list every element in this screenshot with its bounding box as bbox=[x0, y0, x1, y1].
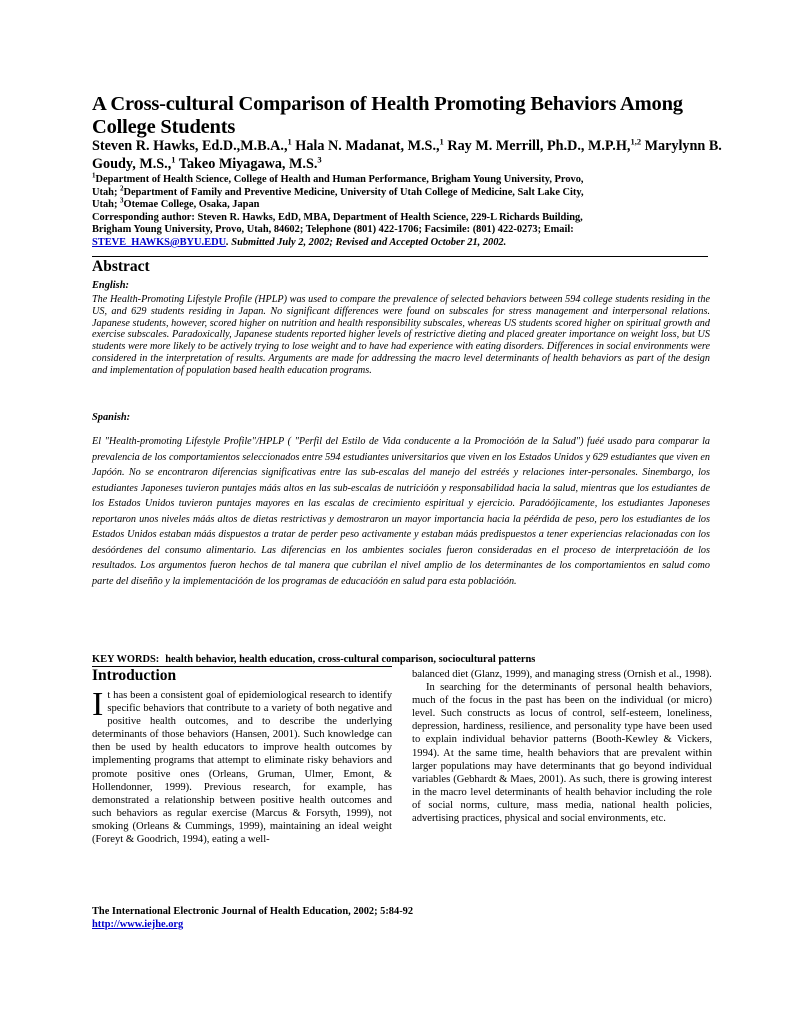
author-madanat: Hala N. Madanat, M.S., bbox=[291, 138, 440, 154]
submission-dates: . Submitted July 2, 2002; Revised and Accepted October 21, 2002. bbox=[226, 236, 507, 248]
abstract-heading: Abstract bbox=[92, 258, 150, 275]
affiliation-marker: 1 bbox=[287, 136, 292, 147]
journal-url-link[interactable]: http://www.iejhe.org bbox=[92, 918, 184, 930]
affiliation-marker: 3 bbox=[317, 153, 322, 164]
intro-left-column bbox=[92, 686, 392, 846]
affiliation-text: Department of Family and Preventive Medicine, University of Utah College of Medicine, Salt Lake City, bbox=[123, 186, 584, 198]
author-hawks: Steven R. Hawks, Ed.D.,M.B.A., bbox=[92, 138, 288, 154]
affiliation-marker: 1 bbox=[439, 136, 444, 147]
keywords-text: health behavior, health education, cross-cultural comparison, sociocultural patterns bbox=[165, 654, 536, 665]
page-footer bbox=[92, 906, 413, 931]
intro-right-column bbox=[412, 668, 712, 825]
paper-title: A Cross-cultural Comparison of Health Promoting Behaviors Among College Students bbox=[92, 93, 683, 138]
affiliation-marker: 1 bbox=[171, 153, 176, 164]
affiliation-line bbox=[92, 184, 752, 200]
spanish-label: Spanish: bbox=[92, 412, 131, 423]
submission-line bbox=[92, 237, 752, 250]
spanish-label-text: Spanish bbox=[92, 412, 127, 423]
english-label-text: English bbox=[92, 280, 126, 291]
author-merrill: Ray M. Merrill, Ph.D., M.P.H, bbox=[443, 138, 631, 154]
keywords-line bbox=[92, 654, 712, 666]
affiliation-text: Utah; bbox=[92, 199, 120, 211]
author-miyagawa: Takeo Miyagawa, M.S. bbox=[175, 155, 318, 172]
affiliation-text: Otemae College, Osaka, Japan bbox=[123, 199, 260, 211]
affiliation-marker: 1,2 bbox=[630, 136, 642, 147]
affiliation-marker: 3 bbox=[120, 196, 124, 205]
affiliation-marker: 2 bbox=[120, 184, 124, 193]
introduction-heading: Introduction bbox=[92, 667, 177, 684]
english-label: English: bbox=[92, 280, 129, 291]
affiliations bbox=[92, 171, 752, 250]
affiliation-line bbox=[92, 196, 752, 212]
affiliation-line bbox=[92, 171, 752, 187]
abstract-spanish-text: El "Health-promoting Lifestyle Profile"/HPLP ( "Perfil del Estilo de Vida conducente a la Promocióón de la Salud") fuéé usado para comparar la prevalencia de los comportamientos seleccionados entre 594 estudiantes universitarios que viven en los Estados Unidos y 629 estudiantes que viven en Japóón. No se encontraron diferencias significativas entre las sub-escalas del manejo del estréés y relaciones inter-personales. Sinembargo, los estudiantes Japoneses tuvieron puntajes máás altos en las sub-escalas de nutricióón y responsabilidad hacia la salud, mientras que los estudiantes de los Estados Unidos tuvieron puntajes mayores en las escalas de crecimiento espiritual y ejercicio. Paradóójicamente, los estudiantes Japoneses reportaron unos niveles máás altos de dietas restrictivas y demostraron un mayor importancia hacia la péérdida de peso, pero los estudiantes de los Estados Unidos estaban máás dispuestos a tratar de perder peso activamente y estaban máás predispuestos a tener experiencias relacionadas con los desóórdenes del consumo alimentario. Las diferencias en los ambientes sociales fueron consideradas en el proceso de interpretacióón de los resultados. Los argumentos fueron hechos de tal manera que cubrilan el nivel amplio de los determinantes de los comportamientos en salud como parte del diseñño y la implementacióón de los programas de educacióón en salud para esta poblacióón. bbox=[92, 436, 710, 587]
keywords-label: KEY WORDS: bbox=[92, 654, 160, 665]
author-list bbox=[92, 138, 732, 173]
drop-cap: I bbox=[92, 686, 104, 723]
corresponding-author-line: Corresponding author: Steven R. Hawks, EdD, MBA, Department of Health Science, 229-L Richards Building, bbox=[92, 211, 583, 223]
journal-citation: The International Electronic Journal of Health Education, 2002; 5:84-92 bbox=[92, 906, 414, 917]
intro-right-paragraph: In searching for the determinants of personal health behaviors, much of the focus in the past has been on the individual (or micro) level. Such constructs as locus of control, self-esteem, loneliness, depression, hardiness, resilience, and personality type have been used to explain individual behavior patterns (Booth-Kewley & Vickers, 1994). At the same time, health behaviors that are prevalent within larger populations may have determinants that go beyond individual variables (Gebhardt & Maes, 2001). As such, there is growing interest in the macro level determinants of health behavior including the role of social norms, culture, mass media, national health policies, advertising practices, physical and social environments, etc. bbox=[412, 682, 712, 825]
intro-right-continued: balanced diet (Glanz, 1999), and managing stress (Ornish et al., 1998). bbox=[412, 669, 712, 680]
email-link[interactable]: STEVE_HAWKS@BYU.EDU bbox=[92, 236, 227, 248]
intro-left-text: t has been a consistent goal of epidemiological research to identify specific behaviors that contribute to a variety of both negative and positive health outcomes, and to describe the underlying determinants of those behaviors (Hansen, 2001). Such knowledge can then be used by health educators to improve health outcomes by implementing programs that attempt to eliminate risky behaviors and promote positive ones (Orleans, Gruman, Ulmer, Emont, & Hollendonner, 1999). Previous research, for example, has demonstrated a relationship between positive health outcomes and such behaviors as regular exercise (Marcus & Forsyth, 1999), not smoking (Orleans & Cummings, 1999), maintaining an ideal weight (Foreyt & Goodrich, 1994), eating a well- bbox=[92, 690, 392, 846]
affiliation-marker: 1 bbox=[92, 171, 96, 180]
affiliation-text: Utah; bbox=[92, 186, 120, 198]
abstract-english-text: The Health-Promoting Lifestyle Profile (HPLP) was used to compare the prevalence of selected behaviors between 594 college students residing in the US, and 629 students residing in Japan. No significant differences were found on subscales for stress management and interpersonal relations. Japanese students, however, scored higher on nutrition and health responsibility subscales, whereas US students scored higher on spiritual growth and exercise subscales. Paradoxically, Japanese students reported higher levels of restrictive dieting and placed greater importance on weight loss, but US students were more likely to be actively trying to lose weight and to have had experience with eating disorders. Differences in social environments were considered in the interpretation of results. Arguments are made for addressing the macro level determinants of health behaviors as part of the design and implementation of population based health education programs. bbox=[92, 294, 710, 376]
author-goudy: Marylynn B. Goudy, M.S., bbox=[92, 138, 722, 172]
corresponding-author-line: Brigham Young University, Provo, Utah, 84602; Telephone (801) 422-1706; Facsimile: (801) 422-0273; Email: bbox=[92, 224, 574, 236]
affiliation-text: Department of Health Science, College of Health and Human Performance, Brigham Young University, Provo, bbox=[95, 174, 584, 185]
section-divider bbox=[92, 256, 708, 257]
